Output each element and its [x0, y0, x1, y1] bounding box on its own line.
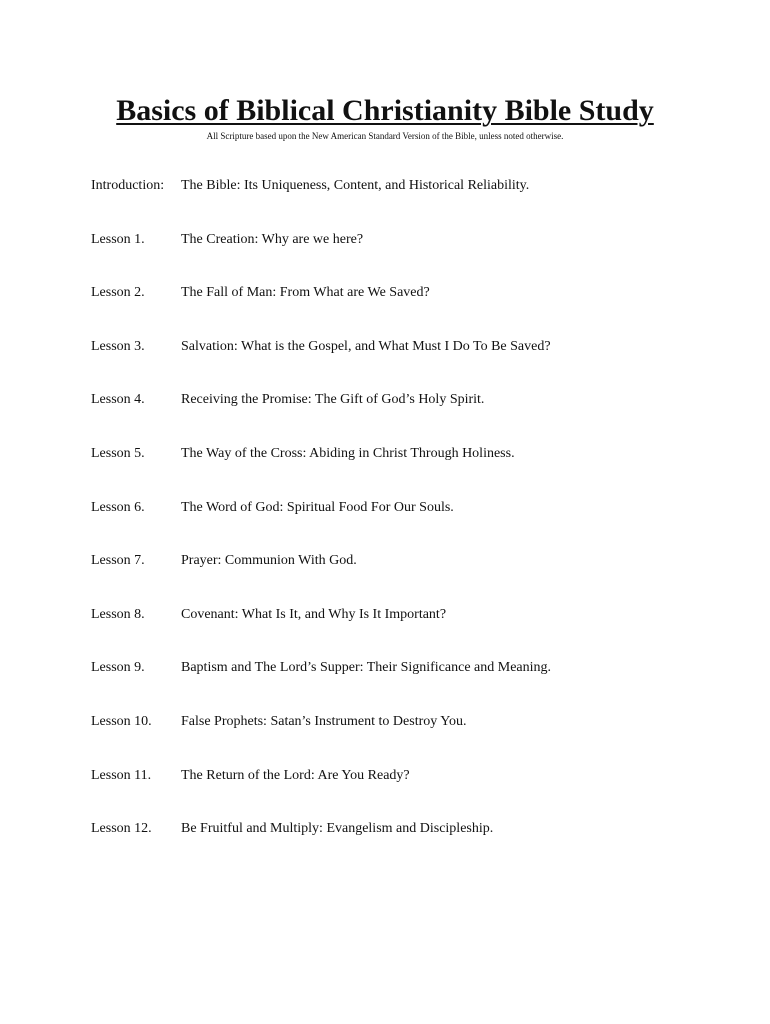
lesson-title: Baptism and The Lord’s Supper: Their Significance and Meaning. — [181, 660, 552, 676]
lesson-title: Be Fruitful and Multiply: Evangelism and Discipleship. — [181, 821, 494, 837]
lesson-label: Lesson 11. — [91, 767, 152, 783]
lesson-label: Lesson 5. — [91, 445, 145, 461]
lesson-title: The Return of the Lord: Are You Ready? — [181, 767, 410, 783]
lesson-row-10 — [91, 712, 731, 766]
lesson-row-3 — [91, 337, 731, 391]
lesson-label: Lesson 7. — [91, 553, 145, 569]
lesson-title: False Prophets: Satan’s Instrument to Destroy You. — [181, 713, 467, 729]
lesson-label: Lesson 10. — [91, 713, 152, 729]
lesson-title: Covenant: What Is It, and Why Is It Important? — [181, 606, 447, 622]
lesson-label: Introduction: — [91, 178, 165, 193]
lesson-title: The Way of the Cross: Abiding in Christ Through Holiness. — [181, 445, 515, 461]
lesson-label: Lesson 4. — [91, 392, 145, 408]
lesson-label: Lesson 3. — [91, 338, 145, 354]
lesson-title: The Bible: Its Uniqueness, Content, and Historical Reliability. — [181, 178, 530, 193]
lesson-row-4 — [91, 390, 731, 444]
page-title: Basics of Biblical Christianity Bible Study — [116, 94, 654, 127]
lesson-list — [91, 176, 731, 873]
lesson-title: The Creation: Why are we here? — [181, 231, 364, 247]
lesson-row-introduction — [91, 176, 731, 230]
lesson-label: Lesson 8. — [91, 606, 145, 622]
lesson-title: Prayer: Communion With God. — [181, 553, 357, 569]
lesson-row-8 — [91, 605, 731, 659]
page-subtitle: All Scripture based upon the New American Standard Version of the Bible, unless noted otherwise. — [206, 131, 564, 141]
lesson-row-6 — [91, 498, 731, 552]
lesson-row-5 — [91, 444, 731, 498]
lesson-label: Lesson 9. — [91, 660, 145, 676]
lesson-title: Receiving the Promise: The Gift of God’s Holy Spirit. — [181, 392, 485, 408]
lesson-row-11 — [91, 766, 731, 820]
lesson-label: Lesson 1. — [91, 231, 145, 247]
lesson-label: Lesson 12. — [91, 821, 152, 837]
lesson-row-7 — [91, 551, 731, 605]
lesson-title: Salvation: What is the Gospel, and What Must I Do To Be Saved? — [181, 338, 551, 354]
lesson-row-1 — [91, 230, 731, 284]
lesson-label: Lesson 6. — [91, 499, 145, 515]
lesson-row-2 — [91, 283, 731, 337]
lesson-row-12 — [91, 819, 731, 873]
lesson-label: Lesson 2. — [91, 285, 145, 301]
lesson-row-9 — [91, 658, 731, 712]
lesson-title: The Word of God: Spiritual Food For Our Souls. — [181, 499, 454, 515]
lesson-title: The Fall of Man: From What are We Saved? — [181, 285, 430, 301]
